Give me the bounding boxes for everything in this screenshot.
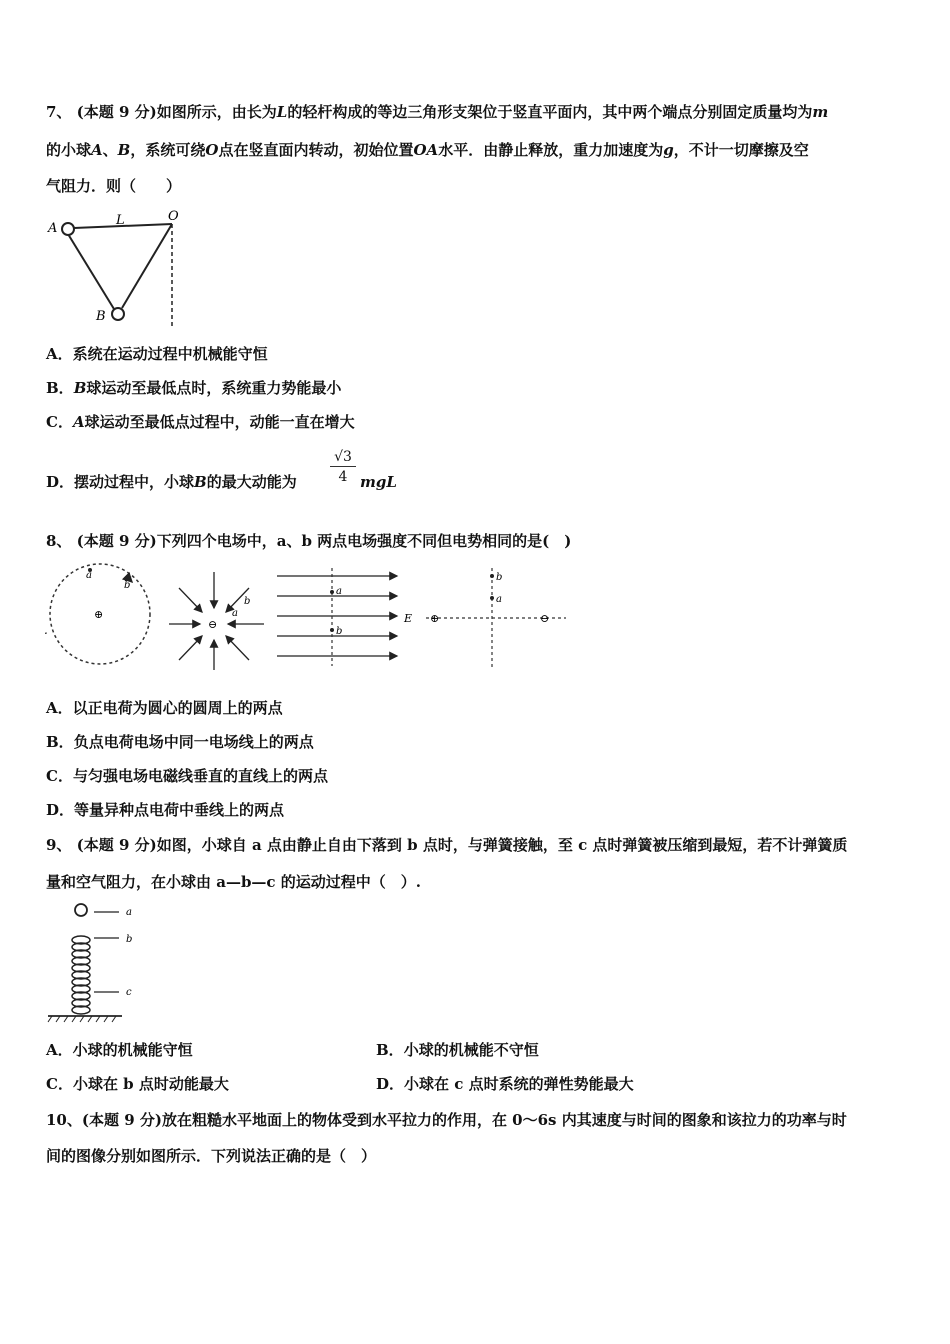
q7-text: 水平．由静止释放，重力加速度为 [438,141,664,159]
q9-text: 如图，小球自 a 点由静止自由下落到 b 点时，与弹簧接触，至 c 点时弹簧被压缩到最短，若不计弹簧质 [156,836,848,854]
q7-text: 如图所示，由长为 [156,103,277,121]
q7-option-c[interactable] [46,412,355,432]
q7-option-a[interactable] [46,344,268,364]
field-panel-b [169,572,264,670]
option-letter: A． [46,1041,73,1059]
point-b: b [244,596,251,607]
option-text: 小球在 c 点时系统的弹性势能最大 [404,1075,634,1093]
point-b: b [496,572,503,583]
q10-score: (本题 9 分) [81,1111,162,1129]
q9-number: 9、 [46,836,72,854]
var-oa: OA [413,141,439,159]
q7-number: 7、 [46,103,72,121]
q7-line-3: 气阻力．则（ ） [46,177,182,195]
q7-figure [44,208,194,333]
option-text: 的最大动能为 [206,473,297,491]
option-letter: C． [46,413,73,431]
q7-score: (本题 9 分) [76,103,157,121]
var-l: L [276,103,288,121]
option-letter: A． [46,345,73,363]
ball-b [112,308,124,320]
label-o: O [168,209,179,224]
label-b: B [96,309,106,324]
rod-ab [68,234,114,309]
fraction-denominator: 4 [338,469,348,485]
option-text: 系统在运动过程中机械能守恒 [72,345,268,363]
option-text: 球运动至最低点过程中，动能一直在增大 [84,413,355,431]
point-a: a [86,570,92,581]
q9-option-a[interactable] [46,1040,193,1060]
q7-text: 的小球 [46,141,92,159]
q8-figure [42,562,572,672]
level-b: b [126,934,133,945]
q8-score: (本题 9 分) [76,532,157,550]
q9-figure [44,898,144,1026]
q9-option-c[interactable] [46,1074,229,1094]
fraction-sqrt3-over-4 [330,448,356,487]
var-b: B [194,473,207,491]
field-label-e: E [404,612,413,625]
q10-line-1 [46,1110,847,1130]
q7-line-2 [46,140,809,160]
negative-charge: ⊖ [540,612,550,625]
q8-option-d[interactable] [46,800,284,820]
point-b: b [336,626,343,637]
point-a: a [496,594,502,605]
label-a: A [48,221,58,236]
q8-option-a[interactable] [46,698,283,718]
point-a: a [232,608,238,619]
fraction-numerator: √3 [330,448,356,467]
q9-line-1 [46,835,847,855]
stray-dot: . [44,623,48,637]
option-letter: B． [376,1041,404,1059]
option-letter: B． [46,379,74,397]
falling-ball [75,904,87,916]
rod-ob [122,224,172,308]
option-letter: B． [46,733,74,751]
option-text: 小球的机械能守恒 [72,1041,193,1059]
q9-option-d[interactable] [376,1074,634,1094]
q10-text: 放在粗糙水平地面上的物体受到水平拉力的作用，在 0～6s 内其速度与时间的图象和该拉力的功率与时 [161,1111,847,1129]
var-o: O [205,141,219,159]
option-text: 以正电荷为圆心的圆周上的两点 [72,699,283,717]
q9-score: (本题 9 分) [76,836,157,854]
option-letter: C． [46,1075,73,1093]
option-letter: A． [46,699,73,717]
q7-text: 点在竖直面内转动，初始位置 [218,141,414,159]
expression-mgl: mgL [360,473,397,491]
q8-line-1 [46,531,571,551]
level-a: a [126,907,132,918]
q7-option-b[interactable] [46,378,341,398]
q9-line-2: 量和空气阻力，在小球由 a—b—c 的运动过程中（ ）. [46,873,422,891]
q10-line-2: 间的图像分别如图所示．下列说法正确的是（ ） [46,1147,377,1165]
var-g: g [663,141,674,159]
q8-option-b[interactable] [46,732,314,752]
var-m: m [812,103,829,121]
option-letter: D． [376,1075,405,1093]
q7-option-d[interactable] [46,472,297,492]
field-panel-d [426,568,566,668]
q8-number: 8、 [46,532,72,550]
spring [72,936,90,1014]
point-b: b [124,580,131,591]
q9-option-b[interactable] [376,1040,539,1060]
option-text: 与匀强电场电磁线垂直的直线上的两点 [72,767,328,785]
point-a: a [336,586,342,597]
level-c: c [126,987,132,998]
field-panel-a [44,564,150,664]
var-a: A [91,141,103,159]
q7-text: 的轻杆构成的等边三角形支架位于竖直平面内，其中两个端点分别固定质量均为 [287,103,813,121]
positive-charge: ⊕ [94,608,104,621]
option-letter: D． [46,473,75,491]
option-letter: C． [46,767,73,785]
option-text: 小球在 b 点时动能最大 [72,1075,229,1093]
var-a: A [72,413,85,431]
q8-option-c[interactable] [46,766,328,786]
option-text: 球运动至最低点时，系统重力势能最小 [86,379,342,397]
label-l: L [116,213,125,228]
positive-charge: ⊕ [430,612,440,625]
q7-text: ，不计一切摩擦及空 [673,141,809,159]
var-b: B [73,379,87,397]
option-text: 摆动过程中，小球 [74,473,195,491]
q10-number: 10、 [46,1111,82,1129]
option-text: 负点电荷电场中同一电场线上的两点 [73,733,314,751]
ball-a [62,223,74,235]
q7-text: ，系统可绕 [130,141,206,159]
negative-charge: ⊖ [208,618,218,631]
q7-line-1 [46,102,828,122]
option-letter: D． [46,801,75,819]
field-panel-c [277,568,412,666]
q8-text: 下列四个电场中，a、b 两点电场强度不同但电势相同的是( ) [156,532,572,550]
var-b: B [117,141,131,159]
option-text: 等量异种点电荷中垂线上的两点 [74,801,285,819]
q7-text: 、 [102,141,118,159]
option-text: 小球的机械能不守恒 [403,1041,539,1059]
